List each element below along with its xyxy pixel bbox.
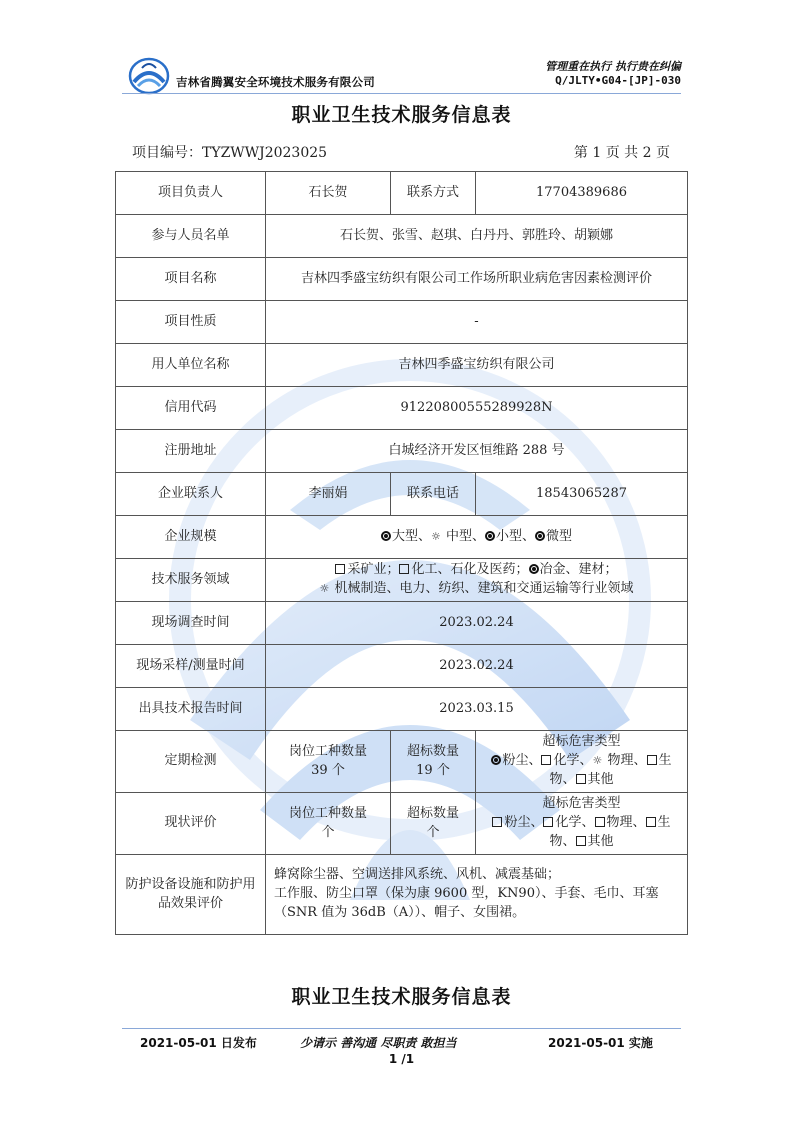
radio-selected-icon (529, 564, 539, 574)
status-hazard-other: 其他 (587, 833, 614, 849)
protection-label: 防护设备设施和防护用品效果评价 (116, 855, 266, 935)
periodic-over-cell (391, 731, 476, 793)
footer-page-number: 1 /1 (388, 1052, 415, 1066)
sampling-label: 现场采样/测量时间 (116, 645, 266, 688)
row-sampling (116, 645, 688, 688)
row-employer (116, 344, 688, 387)
contact-label: 联系方式 (391, 172, 476, 215)
periodic-label: 定期检测 (116, 731, 266, 793)
hazard-bio: 生 (658, 753, 672, 769)
hazard-other: 其他 (587, 771, 614, 787)
row-address (116, 430, 688, 473)
checkbox-icon (576, 774, 586, 784)
field-label: 技术服务领域 (116, 559, 266, 602)
footer-implement-date: 2021-05-01 实施 (548, 1036, 653, 1050)
radio-selected-icon (491, 755, 501, 765)
company-logo-icon (128, 56, 170, 96)
row-project-name (116, 258, 688, 301)
enterprise-phone-label: 联系电话 (391, 473, 476, 516)
checkbox-icon (492, 817, 502, 827)
scale-medium: 中型、 (441, 528, 485, 544)
survey-value: 2023.02.24 (266, 602, 688, 645)
employer-label: 用人单位名称 (116, 344, 266, 387)
status-hazard-cell (476, 793, 688, 855)
status-hazard-options (480, 814, 683, 833)
row-periodic (116, 731, 688, 793)
status-hazard-dust: 粉尘、 (504, 815, 544, 831)
document-number: Q/JLTY•G04-[JP]-030 (555, 74, 681, 87)
contact-value: 17704389686 (476, 172, 688, 215)
nature-value: - (266, 301, 688, 344)
checkbox-icon (335, 564, 345, 574)
row-status (116, 793, 688, 855)
protection-line-2: 工作服、防尘口罩（保为康 9600 型，KN90）、手套、毛巾、耳塞（SNR 值为 36dB（A））、帽子、女围裙。 (274, 886, 659, 920)
status-label: 现状评价 (116, 793, 266, 855)
radio-selected-icon (535, 531, 545, 541)
row-enterprise-contact (116, 473, 688, 516)
status-posts-value: 个 (321, 824, 335, 840)
project-name-value: 吉林四季盛宝纺织有限公司工作场所职业病危害因素检测评价 (266, 258, 688, 301)
status-hazard-bio: 生 (657, 815, 671, 831)
status-hazard-phys: 物理、 (606, 815, 646, 831)
credit-value: 91220800555289928N (266, 387, 688, 430)
field-chem: 化工、石化及医药； (411, 562, 529, 578)
nature-label: 项目性质 (116, 301, 266, 344)
row-nature (116, 301, 688, 344)
header-divider (122, 93, 681, 94)
periodic-hazard-cell (476, 731, 688, 793)
status-over-value: 个 (426, 824, 440, 840)
protection-line-1: 蜂窝除尘器、空调送排风系统、风机、减震基础； (274, 867, 561, 883)
members-label: 参与人员名单 (116, 215, 266, 258)
periodic-over-value: 19 个 (416, 762, 450, 778)
footer-divider (122, 1028, 681, 1029)
enterprise-contact-value: 李丽娟 (266, 473, 391, 516)
hazard-chem: 化学、 (553, 753, 593, 769)
radio-open-icon: ☼ (430, 529, 441, 543)
field-mining: 采矿业； (347, 562, 400, 578)
project-name-label: 项目名称 (116, 258, 266, 301)
periodic-hazard-label: 超标危害类型 (542, 734, 621, 750)
checkbox-icon (646, 817, 656, 827)
scale-options (266, 516, 688, 559)
enterprise-phone-value: 18543065287 (476, 473, 688, 516)
field-metal: 冶金、建材； (539, 562, 618, 578)
header-motto: 管理重在执行 执行贵在纠偏 (545, 60, 681, 73)
scale-small: 小型、 (496, 528, 536, 544)
enterprise-contact-label: 企业联系人 (116, 473, 266, 516)
periodic-posts-cell (266, 731, 391, 793)
status-posts-label: 岗位工种数量 (288, 805, 367, 821)
scale-large: 大型、 (391, 528, 431, 544)
project-number: TYZWWJ2023025 (202, 145, 328, 161)
row-leader (116, 172, 688, 215)
periodic-hazard-options (480, 752, 683, 771)
row-members (116, 215, 688, 258)
leader-value: 石长贺 (266, 172, 391, 215)
address-value: 白城经济开发区恒维路 288 号 (266, 430, 688, 473)
radio-open-icon: ☼ (319, 582, 330, 595)
periodic-posts-label: 岗位工种数量 (288, 743, 367, 759)
status-hazard-bio-2: 物、 (549, 833, 576, 849)
report-value: 2023.03.15 (266, 688, 688, 731)
row-report (116, 688, 688, 731)
field-mech: 机械制造、电力、纺织、建筑和交通运输等行业领域 (330, 581, 634, 596)
status-over-label: 超标数量 (406, 805, 459, 821)
footer-motto: 少请示 善沟通 尽职责 敢担当 (300, 1036, 457, 1050)
footer-issue-date: 2021-05-01 日发布 (140, 1036, 257, 1050)
employer-value: 吉林四季盛宝纺织有限公司 (266, 344, 688, 387)
row-survey (116, 602, 688, 645)
row-field (116, 559, 688, 602)
radio-selected-icon (485, 531, 495, 541)
radio-open-icon: ☼ (592, 754, 603, 768)
checkbox-icon (595, 817, 605, 827)
checkbox-icon (576, 836, 586, 846)
hazard-bio-2: 物、 (549, 771, 576, 787)
checkbox-icon (541, 755, 551, 765)
status-over-cell (391, 793, 476, 855)
members-value: 石长贺、张雪、赵琪、白丹丹、郭胜玲、胡颖娜 (266, 215, 688, 258)
periodic-over-label: 超标数量 (406, 743, 459, 759)
checkbox-icon (543, 817, 553, 827)
field-options (266, 559, 688, 602)
project-number-line (132, 142, 327, 162)
row-credit (116, 387, 688, 430)
leader-label: 项目负责人 (116, 172, 266, 215)
hazard-phys: 物理、 (603, 753, 647, 769)
address-label: 注册地址 (116, 430, 266, 473)
status-hazard-label: 超标危害类型 (542, 796, 621, 812)
status-hazard-chem: 化学、 (555, 815, 595, 831)
scale-micro: 微型 (546, 528, 573, 544)
scale-label: 企业规模 (116, 516, 266, 559)
hazard-dust: 粉尘、 (502, 753, 542, 769)
credit-label: 信用代码 (116, 387, 266, 430)
footer-title: 职业卫生技术服务信息表 (291, 986, 512, 1008)
company-name: 吉林省腾翼安全环境技术服务有限公司 (176, 75, 375, 89)
page-count: 第 1 页 共 2 页 (573, 145, 670, 161)
status-posts-cell (266, 793, 391, 855)
page-title: 职业卫生技术服务信息表 (291, 104, 512, 126)
survey-label: 现场调查时间 (116, 602, 266, 645)
row-scale (116, 516, 688, 559)
project-number-label: 项目编号： (132, 145, 202, 161)
checkbox-icon (399, 564, 409, 574)
checkbox-icon (647, 755, 657, 765)
protection-value (266, 855, 688, 935)
report-label: 出具技术报告时间 (116, 688, 266, 731)
radio-selected-icon (381, 531, 391, 541)
periodic-posts-value: 39 个 (311, 762, 345, 778)
periodic-hazard-options-2 (480, 771, 683, 790)
row-protection (116, 855, 688, 935)
sampling-value: 2023.02.24 (266, 645, 688, 688)
service-info-table (115, 171, 688, 935)
status-hazard-options-2 (480, 833, 683, 852)
